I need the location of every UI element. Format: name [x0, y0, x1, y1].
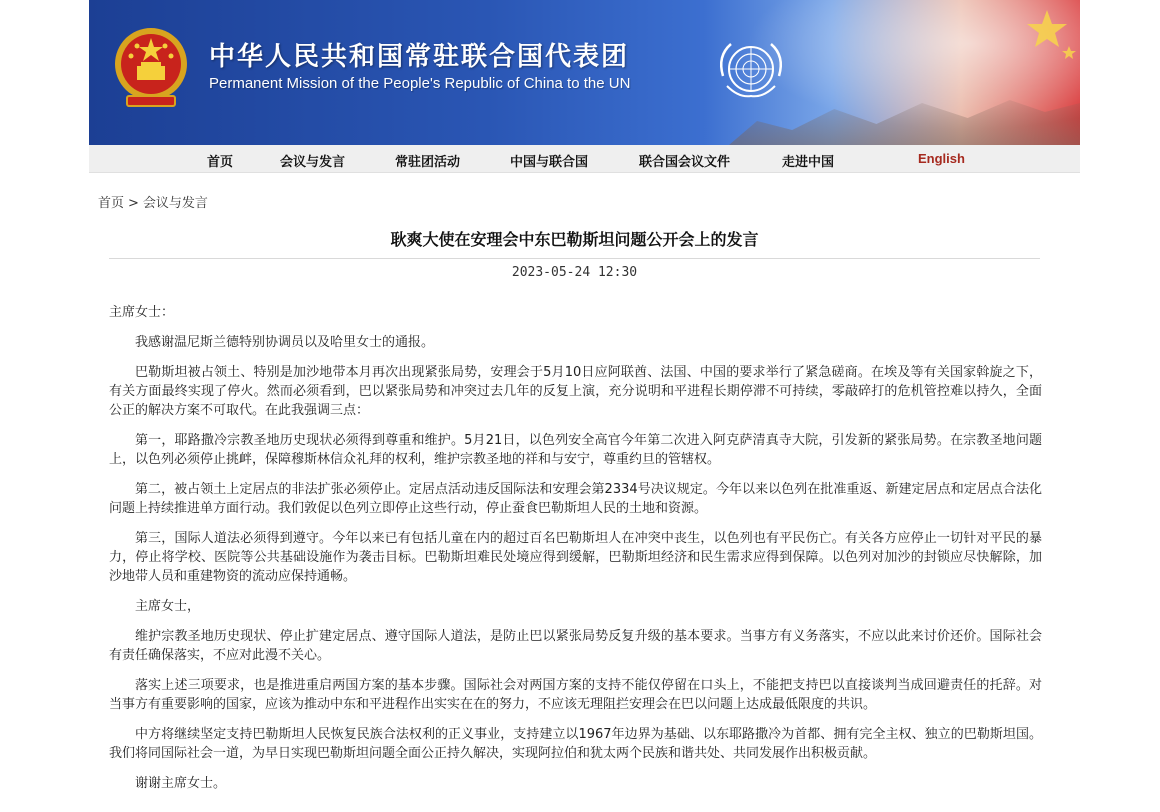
article-paragraph: 落实上述三项要求，也是推进重启两国方案的基本步骤。国际社会对两国方案的支持不能仅停留在口头上，不能把支持巴以直接谈判当成回避责任的托辞。对当事方有重要影响的国家，应该为推动中东和平进程作出实实在在的努力，不应该无理阻拦安理会在巴以问题上达成最低限度的共识。	[109, 678, 1042, 712]
nav-item-english[interactable]: English	[918, 151, 965, 166]
article-title: 耿爽大使在安理会中东巴勒斯坦问题公开会上的发言	[390, 230, 759, 249]
nav-item-about-china[interactable]: 走进中国	[782, 155, 835, 170]
article-body	[109, 303, 1042, 804]
site-title-cn: 中华人民共和国常驻联合国代表团	[209, 42, 630, 72]
article-paragraph: 巴勒斯坦被占领土、特别是加沙地带本月再次出现紧张局势，安理会于5月10日应阿联酋、法国、中国的要求举行了紧急磋商。在埃及等有关国家斡旋之下，有关方面最终实现了停火。然而必须看到，巴以紧张局势和冲突过去几年的反复上演，充分说明和平进程长期停滞不可持续，零敲碎打的危机管控难以持久，全面公正的解决方案不可取代。在此我强调三点：	[109, 365, 1042, 418]
un-emblem-icon	[713, 36, 789, 102]
nav-item-meetings[interactable]: 会议与发言	[280, 155, 346, 170]
breadcrumb	[98, 192, 208, 211]
article-paragraph: 第三，国际人道法必须得到遵守。今年以来已有包括儿童在内的超过百名巴勒斯坦人在冲突中丧生，以色列也有平民伤亡。有关各方应停止一切针对平民的暴力，停止将学校、医院等公共基础设施作为袭击目标。巴勒斯坦难民处境应得到缓解，巴勒斯坦经济和民生需求应得到保障。以色列对加沙的封锁应尽快解除，加沙地带人员和重建物资的流动应保持通畅。	[109, 531, 1042, 584]
breadcrumb-home[interactable]: 首页	[98, 196, 125, 211]
site-title-en: Permanent Mission of the People's Republic of China to the UN	[209, 75, 631, 92]
article-paragraph: 谢谢主席女士。	[135, 776, 227, 791]
article-paragraph: 主席女士，	[135, 599, 201, 614]
nav-item-china-and-un[interactable]: 中国与联合国	[510, 155, 589, 170]
article-date: 2023-05-24 12:30	[511, 265, 638, 280]
header-banner	[89, 0, 1080, 145]
article-paragraph: 第一，耶路撒冷宗教圣地历史现状必须得到尊重和维护。5月21日，以色列安全高官今年第二次进入阿克萨清真寺大院，引发新的紧张局势。在宗教圣地问题上，以色列必须停止挑衅，保障穆斯林信众礼拜的权利，维护宗教圣地的祥和与安宁，尊重约旦的管辖权。	[109, 433, 1042, 467]
title-divider	[109, 258, 1040, 259]
nav-item-un-documents[interactable]: 联合国会议文件	[639, 155, 731, 170]
article-paragraph: 我感谢温尼斯兰德特别协调员以及哈里女士的通报。	[135, 335, 435, 350]
main-nav	[89, 145, 1080, 173]
national-emblem-icon	[111, 22, 191, 112]
breadcrumb-current[interactable]: 会议与发言	[142, 196, 208, 211]
article-paragraph: 第二，被占领土上定居点的非法扩张必须停止。定居点活动违反国际法和安理会第2334号决议规定。今年以来以色列在批准重返、新建定居点和定居点合法化问题上持续推进单方面行动。我们敦促以色列立即停止这些行动，停止蚕食巴勒斯坦人民的土地和资源。	[109, 482, 1042, 516]
nav-item-home[interactable]: 首页	[207, 155, 234, 170]
breadcrumb-separator: >	[128, 196, 139, 211]
nav-item-mission-activities[interactable]: 常驻团活动	[395, 155, 461, 170]
article-paragraph: 主席女士：	[109, 305, 175, 320]
page-wrapper	[89, 0, 1080, 812]
flag-stars-icon	[1009, 6, 1079, 66]
article-paragraph: 维护宗教圣地历史现状、停止扩建定居点、遵守国际人道法，是防止巴以紧张局势反复升级的基本要求。当事方有义务落实，不应以此来讨价还价。国际社会有责任确保落实，不应对此漫不关心。	[109, 629, 1042, 663]
article-paragraph: 中方将继续坚定支持巴勒斯坦人民恢复民族合法权利的正义事业，支持建立以1967年边界为基础、以东耶路撒冷为首都、拥有完全主权、独立的巴勒斯坦国。我们将同国际社会一道，为早日实现巴勒斯坦问题全面公正持久解决，实现阿拉伯和犹太两个民族和谐共处、共同发展作出积极贡献。	[109, 727, 1042, 761]
